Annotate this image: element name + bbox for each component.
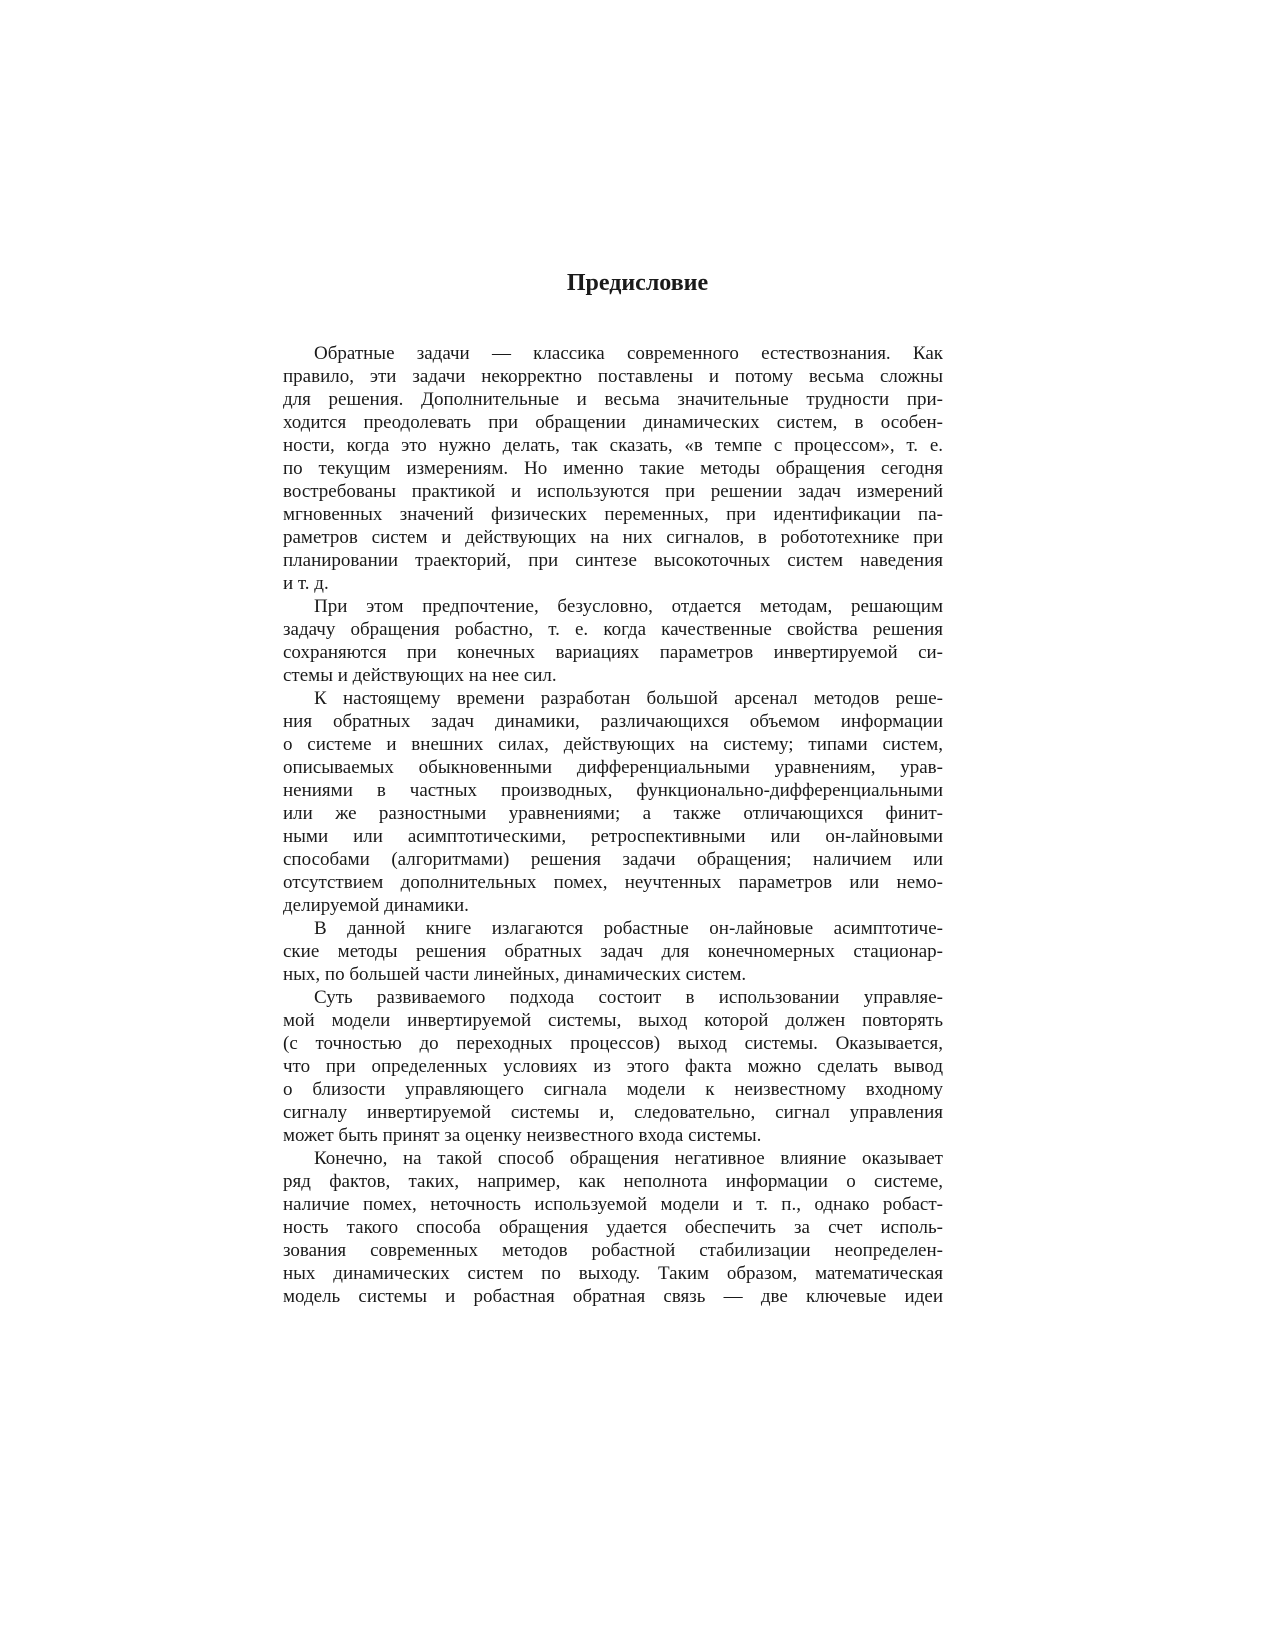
text-line: модель системы и робастная обратная связь — две ключевые идеи bbox=[283, 1286, 943, 1307]
paragraph-5 bbox=[283, 986, 943, 1147]
text-line: ных динамических систем по выходу. Таким образом, математическая bbox=[283, 1263, 943, 1284]
text-line: описываемых обыкновенными дифференциальными уравнениям, урав- bbox=[283, 757, 943, 778]
text-line: стемы и действующих на нее сил. bbox=[283, 665, 557, 686]
text-line: нениями в частных производных, функционально-дифференциальными bbox=[283, 780, 943, 801]
text-line: ности, когда это нужно делать, так сказать, «в темпе с процессом», т. е. bbox=[283, 435, 943, 456]
text-line: может быть принят за оценку неизвестного входа системы. bbox=[283, 1125, 762, 1146]
text-line: способами (алгоритмами) решения задачи обращения; наличием или bbox=[283, 849, 943, 870]
paragraph-4 bbox=[283, 917, 943, 986]
text-line: Суть развиваемого подхода состоит в использовании управляе- bbox=[314, 987, 943, 1008]
text-line: ходится преодолевать при обращении динамических систем, в особен- bbox=[283, 412, 943, 433]
text-line: ские методы решения обратных задач для конечномерных стационар- bbox=[283, 941, 943, 962]
text-line: для решения. Дополнительные и весьма значительные трудности при- bbox=[283, 389, 943, 410]
paragraph-3 bbox=[283, 687, 943, 917]
text-line: о близости управляющего сигнала модели к неизвестному входному bbox=[283, 1079, 943, 1100]
text-line: делируемой динамики. bbox=[283, 895, 469, 916]
paragraph-2 bbox=[283, 595, 943, 687]
paragraph-1 bbox=[283, 342, 943, 595]
text-line: Обратные задачи — классика современного естествознания. Как bbox=[314, 343, 943, 364]
text-line: задачу обращения робастно, т. е. когда качественные свойства решения bbox=[283, 619, 943, 640]
text-line: мой модели инвертируемой системы, выход которой должен повторять bbox=[283, 1010, 943, 1031]
text-line: К настоящему времени разработан большой арсенал методов реше- bbox=[314, 688, 943, 709]
text-line: правило, эти задачи некорректно поставлены и потому весьма сложны bbox=[283, 366, 943, 387]
text-line: Конечно, на такой способ обращения негативное влияние оказывает bbox=[314, 1148, 943, 1169]
text-line: ными или асимптотическими, ретроспективными или он-лайновыми bbox=[283, 826, 943, 847]
text-line: отсутствием дополнительных помех, неучтенных параметров или немо- bbox=[283, 872, 943, 893]
text-line: (с точностью до переходных процессов) выход системы. Оказывается, bbox=[283, 1033, 943, 1054]
paragraph-6 bbox=[283, 1147, 943, 1308]
text-line: сигналу инвертируемой системы и, следовательно, сигнал управления bbox=[283, 1102, 943, 1123]
text-line: зования современных методов робастной стабилизации неопределен- bbox=[283, 1240, 943, 1261]
preface-body bbox=[283, 342, 943, 1308]
text-line: востребованы практикой и используются при решении задач измерений bbox=[283, 481, 943, 502]
text-line: В данной книге излагаются робастные он-лайновые асимптотиче- bbox=[314, 918, 943, 939]
text-line: ных, по большей части линейных, динамических систем. bbox=[283, 964, 747, 985]
text-line: и т. д. bbox=[283, 573, 329, 594]
text-line: При этом предпочтение, безусловно, отдается методам, решающим bbox=[314, 596, 943, 617]
text-line: ность такого способа обращения удается обеспечить за счет исполь- bbox=[283, 1217, 943, 1238]
page-title: Предисловие bbox=[566, 270, 709, 296]
text-line: наличие помех, неточность используемой модели и т. п., однако робаст- bbox=[283, 1194, 943, 1215]
text-line: мгновенных значений физических переменных, при идентификации па- bbox=[283, 504, 943, 525]
text-line: ния обратных задач динамики, различающихся объемом информации bbox=[283, 711, 943, 732]
text-line: о системе и внешних силах, действующих на систему; типами систем, bbox=[283, 734, 943, 755]
text-line: по текущим измерениям. Но именно такие методы обращения сегодня bbox=[283, 458, 943, 479]
text-line: планировании траекторий, при синтезе высокоточных систем наведения bbox=[283, 550, 943, 571]
text-line: ряд фактов, таких, например, как неполнота информации о системе, bbox=[283, 1171, 943, 1192]
text-line: или же разностными уравнениями; а также отличающихся финит- bbox=[283, 803, 943, 824]
text-line: раметров систем и действующих на них сигналов, в робототехнике при bbox=[283, 527, 943, 548]
text-line: сохраняются при конечных вариациях параметров инвертируемой си- bbox=[283, 642, 943, 663]
text-line: что при определенных условиях из этого факта можно сделать вывод bbox=[283, 1056, 943, 1077]
